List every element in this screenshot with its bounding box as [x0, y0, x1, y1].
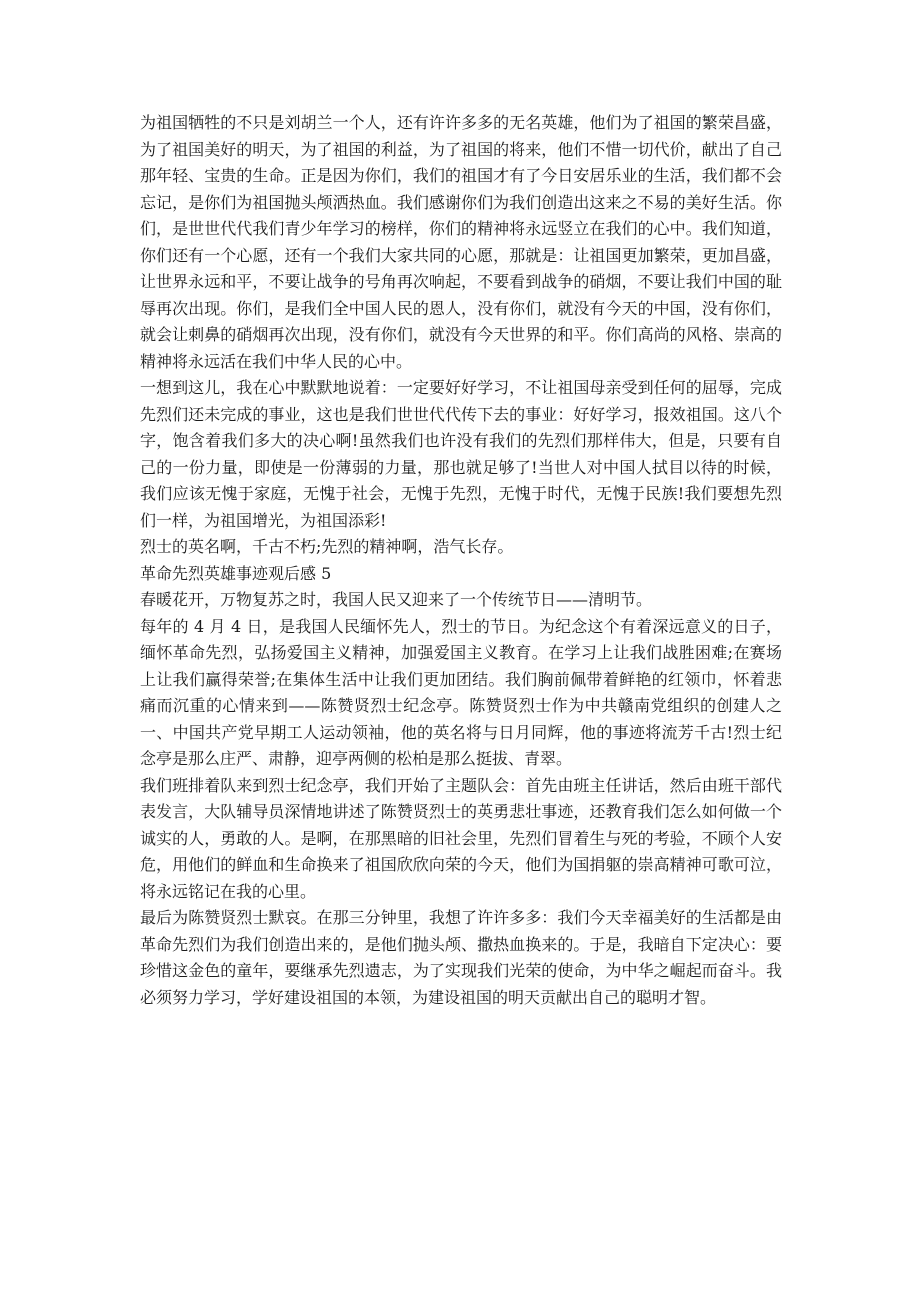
- paragraph-tribute-line: 烈士的英名啊，千古不朽;先烈的精神啊，浩气长存。: [140, 537, 514, 556]
- document-body: [140, 110, 782, 1011]
- paragraph-silent-tribute: 最后为陈赞贤烈士默哀。在那三分钟里，我想了许许多多：我们今天幸福美好的生活都是由革命先烈们为我们创造出来的，是他们抛头颅、撒热血换来的。于是，我暗自下定决心：要珍惜这金色的童年，要继承先烈遗志，为了实现我们光荣的使命，为中华之崛起而奋斗。我必须努力学习，学好建设祖国的本领，为建设祖国的明天贡献出自己的聪明才智。: [140, 908, 782, 1007]
- paragraph-resolution: 一想到这儿，我在心中默默地说着：一定要好好学习，不让祖国母亲受到任何的屈辱，完成先烈们还未完成的事业，这也是我们世世代代传下去的事业：好好学习，报效祖国。这八个字，饱含着我们多大的决心啊!虽然我们也许没有我们的先烈们那样伟大，但是，只要有自己的一份力量，即使是一份薄弱的力量，那也就足够了!当世人对中国人拭目以待的时候，我们应该无愧于家庭，无愧于社会，无愧于先烈，无愧于时代，无愧于民族!我们要想先烈们一样，为祖国增光，为祖国添彩!: [140, 378, 782, 530]
- paragraph-unknown-heroes: 为祖国牺牲的不只是刘胡兰一个人，还有许许多多的无名英雄，他们为了祖国的繁荣昌盛，为了祖国美好的明天，为了祖国的利益，为了祖国的将来，他们不惜一切代价，献出了自己那年轻、宝贵的生命。正是因为你们，我们的祖国才有了今日安居乐业的生活，我们都不会忘记，是你们为祖国抛头颅洒热血。我们感谢你们为我们创造出这来之不易的美好生活。你们，是世世代代我们青少年学习的榜样，你们的精神将永远竖立在我们的心中。我们知道，你们还有一个心愿，还有一个我们大家共同的心愿，那就是：让祖国更加繁荣，更加昌盛，让世界永远和平，不要让战争的号角再次响起，不要看到战争的硝烟，不要让我们中国的耻辱再次出现。你们，是我们全中国人民的恩人，没有你们，就没有今天的中国，没有你们，就会让刺鼻的硝烟再次出现，没有你们，就没有今天世界的和平。你们高尚的风格、崇高的精神将永远活在我们中华人民的心中。: [140, 113, 782, 371]
- paragraph-memorial-visit: 每年的 4 月 4 日，是我国人民缅怀先人，烈士的节日。为纪念这个有着深远意义的日子，缅怀革命先烈，弘扬爱国主义精神，加强爱国主义教育。在学习上让我们战胜困难;在赛场上让我们赢得荣誉;在集体生活中让我们更加团结。我们胸前佩带着鲜艳的红领巾，怀着悲痛而沉重的心情来到——陈赞贤烈士纪念亭。陈赞贤烈士作为中共赣南党组织的创建人之一、中国共产党早期工人运动领袖，他的英名将与日月同辉，他的事迹将流芳千古!烈士纪念亭是那么庄严、肃静，迎亭两侧的松柏是那么挺拔、青翠。: [140, 616, 782, 768]
- section-heading: 革命先烈英雄事迹观后感 5: [140, 563, 332, 583]
- paragraph-qingming-intro: 春暖花开，万物复苏之时，我国人民又迎来了一个传统节日——清明节。: [140, 590, 653, 609]
- paragraph-team-meeting: 我们班排着队来到烈士纪念亭，我们开始了主题队会：首先由班主任讲话，然后由班干部代表发言，大队辅导员深情地讲述了陈赞贤烈士的英勇悲壮事迹，还教育我们怎么如何做一个诚实的人，勇敢的人。是啊，在那黑暗的旧社会里，先烈们冒着生与死的考验，不顾个人安危，用他们的鲜血和生命换来了祖国欣欣向荣的今天，他们为国捐躯的崇高精神可歌可泣，将永远铭记在我的心里。: [140, 775, 782, 901]
